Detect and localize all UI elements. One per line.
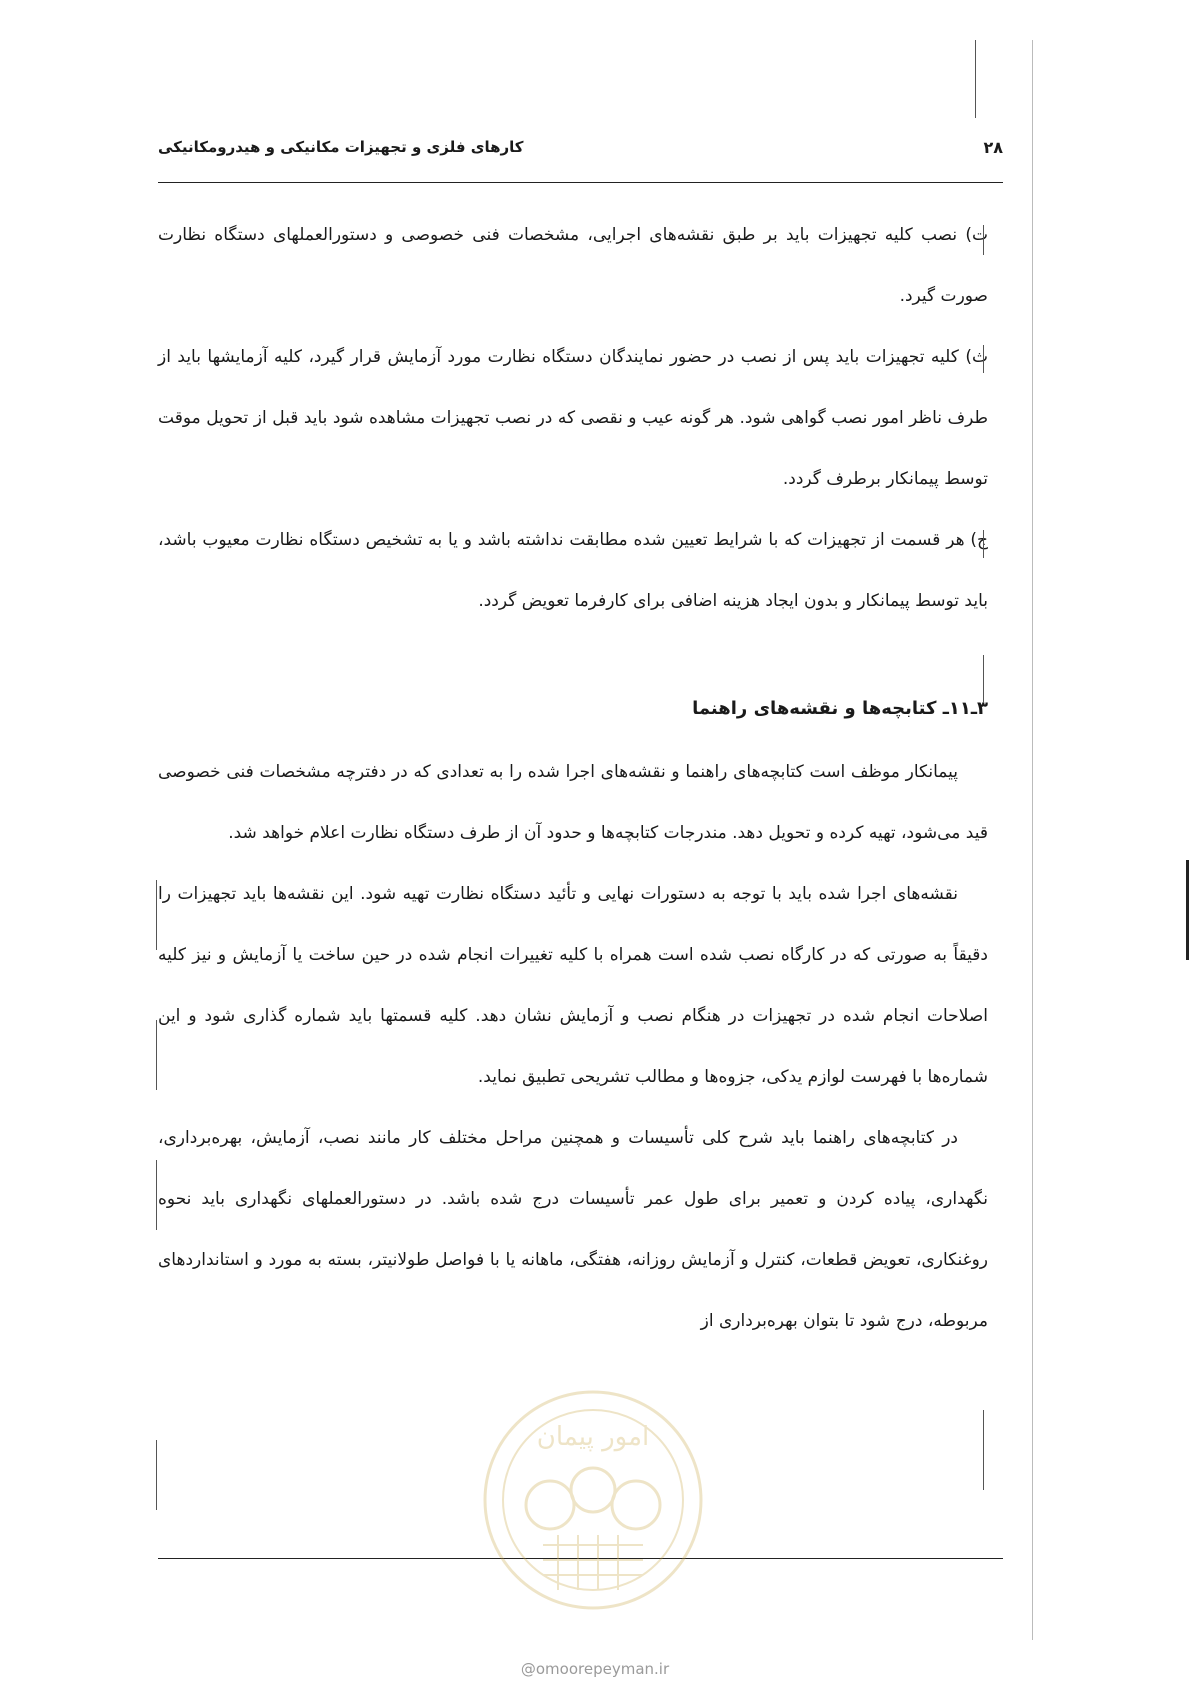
section-heading: ۳ـ۱۱ـ کتابچه‌ها و نقشه‌های راهنما [692,698,988,719]
running-title: کارهای فلزی و تجهیزات مکانیکی و هیدرومکانیکی [158,138,524,156]
scan-mark [975,40,976,118]
section-spacer [158,632,988,678]
scan-mark [156,880,157,950]
scan-mark [156,1440,157,1510]
scan-mark [983,530,984,558]
scan-mark [983,1410,984,1490]
paragraph-the: ث) کلیه تجهیزات باید پس از نصب در حضور نمایندگان دستگاه نظارت مورد آزمایش قرار گیرد، کلیه آزمایشها باید از طرف ناظر امور نصب گواهی شود. هر گونه عیب و نقصی که در نصب تجهیزات مشاهده شود باید قبل از تحویل موقت توسط پیمانکار برطرف گردد. [158,347,988,489]
paragraph-jim: ج) هر قسمت از تجهیزات که با شرایط تعیین شده مطابقت نداشته باشد و یا به تشخیص دستگاه نظارت معیوب باشد، باید توسط پیمانکار و بدون ایجاد هزینه اضافی برای کارفرما تعویض گردد. [158,530,988,611]
paragraph-as-built: نقشه‌های اجرا شده باید با توجه به دستورات نهایی و تأئید دستگاه نظارت تهیه شود. این نقشه‌ها باید تجهیزات را دقیقاً به صورتی که در کارگاه نصب شده است همراه با کلیه تغییرات انجام شده در حین ساخت یا آزمایش و نیز کلیه اصلاحات انجام شده در تجهیزات در هنگام نصب و آزمایش نشان دهد. کلیه قسمتها باید شماره گذاری شود و این شماره‌ها با فهرست لوازم یدکی، جزوه‌ها و مطالب تشریحی تطبیق نماید. [158,884,988,1087]
scan-mark [1032,40,1033,1640]
page-header [158,132,1003,162]
body-text [158,205,988,1352]
scan-mark [983,345,984,373]
paragraph-maintenance: در کتابچه‌های راهنما باید شرح کلی تأسیسات و همچنین مراحل مختلف کار مانند نصب، آزمایش، بهره‌برداری، نگهداری، پیاده کردن و تعمیر برای طول عمر تأسیسات درج شده باشد. در دستورالعملهای نگهداری باید نحوه روغنکاری، تعویض قطعات، کنترل و آزمایش روزانه، هفتگی، ماهانه یا با فواصل طولانیتر، بسته به مورد و استانداردهای مربوطه، درج شود تا بتوان بهره‌برداری از [158,1128,988,1331]
watermark-seal-text: امور پیمان [536,1422,650,1452]
scan-mark [983,655,984,703]
paragraph-manuals: پیمانکار موظف است کتابچه‌های راهنما و نقشه‌های اجرا شده را به تعدادی که در دفترچه مشخصات فنی خصوصی قید می‌شود، تهیه کرده و تحویل دهد. مندرجات کتابچه‌ها و حدود آن از طرف دستگاه نظارت اعلام خواهد شد. [158,762,988,843]
scan-mark [1186,860,1189,960]
header-rule [158,182,1003,183]
watermark-site: @omoorepeyman.ir [520,1660,670,1678]
scan-mark [156,1160,157,1230]
scan-mark [983,225,984,255]
scan-mark [156,1020,157,1090]
watermark-seal [478,1385,708,1615]
page-number: ۲۸ [983,137,1003,157]
paragraph-te: ت) نصب کلیه تجهیزات باید بر طبق نقشه‌های اجرایی، مشخصات فنی خصوصی و دستورالعملهای دستگاه نظارت صورت گیرد. [158,225,988,306]
